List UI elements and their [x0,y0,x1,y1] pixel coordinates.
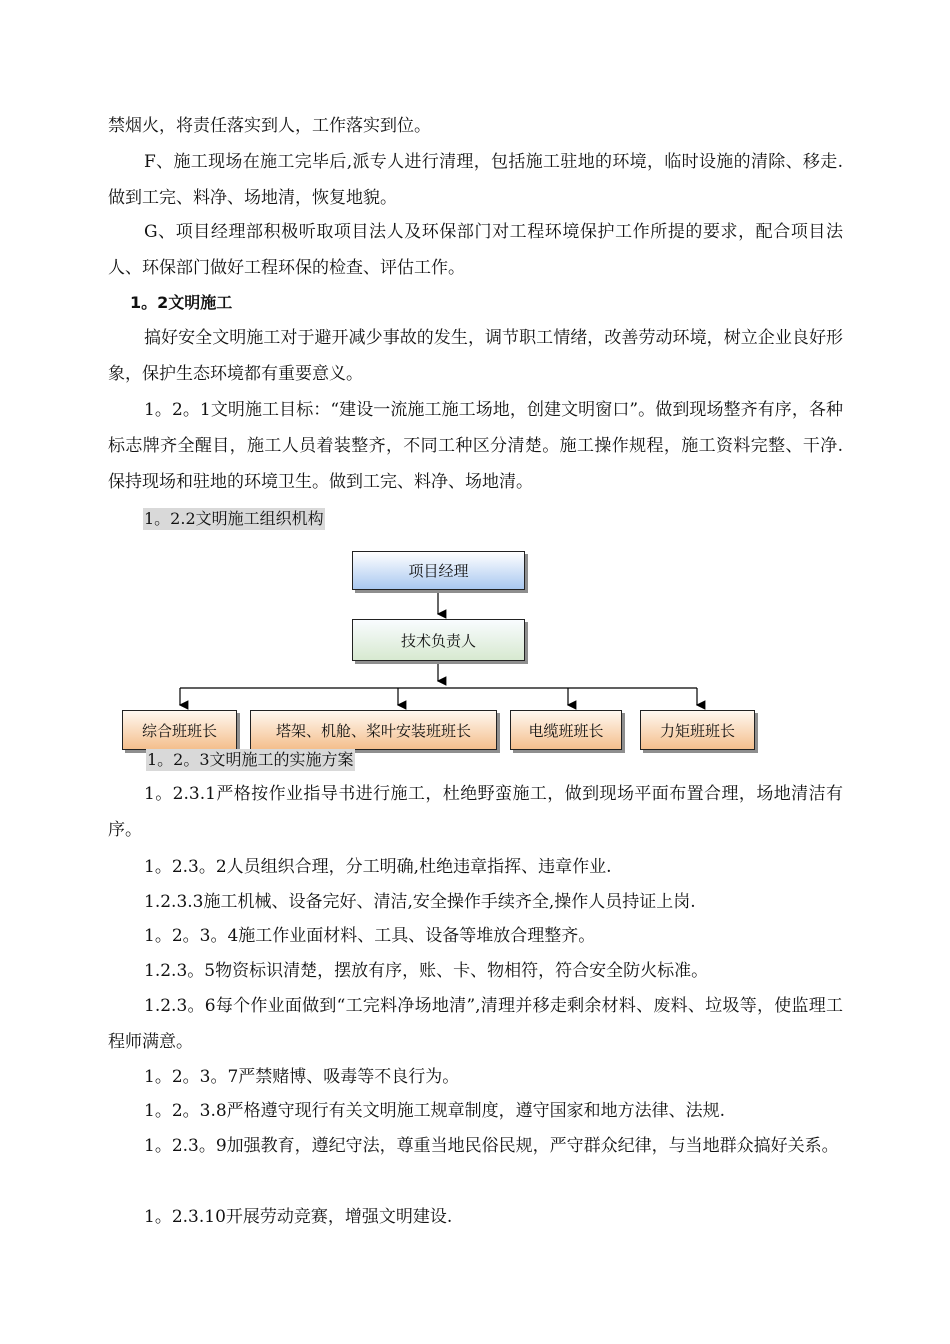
list-item: 1.2.3.3施工机械、设备完好、清洁,安全操作手续齐全,操作人员持证上岗. [144,892,696,912]
org-node-label: 塔架、机舱、桨叶安装班班长 [275,721,471,740]
paragraph: G、项目经理部积极听取项目法人及环保部门对工程环境保护工作所提的要求，配合项目法人、环保部门做好工程环保的检查、评估工作。 [108,222,843,278]
org-node-label: 综合班班长 [141,721,217,740]
list-item: 1。2.3。9加强教育，遵纪守法，尊重当地民俗民规，严守群众纪律，与当地群众搞好关系。 [144,1136,839,1156]
list-item: 1。2。3。4施工作业面材料、工具、设备等堆放合理整齐。 [144,926,596,946]
org-node-label: 项目经理 [408,562,469,580]
list-item: 1。2。3。7严禁赌博、吸毒等不良行为。 [144,1067,460,1087]
paragraph: F、施工现场在施工完毕后,派专人进行清理，包括施工驻地的环境，临时设施的清除、移走.做到工完、料净、场地清，恢复地貌。 [108,152,843,208]
section-heading: 1。2文明施工 [130,293,233,312]
org-node-label: 电缆班班长 [528,721,604,740]
list-item: 1.2.3。6每个作业面做到“工完料净场地清”,清理并移走剩余材料、废料、垃圾等，使监理工程师满意。 [108,996,843,1052]
list-item: 1。2.3。2人员组织合理，分工明确,杜绝违章指挥、违章作业. [144,857,612,877]
list-item: 1。2.3.10开展劳动竞赛，增强文明建设. [144,1207,453,1227]
org-node-technical-lead [352,619,525,661]
list-item: 1。2。3.8严格遵守现行有关文明施工规章制度，遵守国家和地方法律、法规. [144,1101,726,1121]
subsection-heading: 1。2.2文明施工组织机构 [144,509,324,528]
org-node-general-team-leader [122,710,237,750]
subsection-heading: 1。2。3文明施工的实施方案 [147,750,354,769]
paragraph: 搞好安全文明施工对于避开减少事故的发生，调节职工情绪，改善劳动环境，树立企业良好形象，保护生态环境都有重要意义。 [108,328,843,384]
org-node-tower-install-team-leader [250,710,497,750]
org-node-label: 力矩班班长 [659,721,735,740]
list-item: 1。2.3.1严格按作业指导书进行施工，杜绝野蛮施工，做到现场平面布置合理，场地清洁有序。 [108,784,843,840]
org-node-label: 技术负责人 [400,631,476,650]
list-item: 1.2.3。5物资标识清楚，摆放有序，账、卡、物相符，符合安全防火标准。 [144,961,709,981]
paragraph: 1。2。1文明施工目标：“建设一流施工施工场地，创建文明窗口”。做到现场整齐有序，各种标志牌齐全醒目，施工人员着装整齐，不同工种区分清楚。施工操作规程，施工资料完整、干净.保持现场和驻地的环境卫生。做到工完、料净、场地清。 [108,400,843,492]
org-node-torque-team-leader [640,710,755,750]
org-node-project-manager [352,551,525,590]
paragraph: 禁烟火，将责任落实到人，工作落实到位。 [108,116,431,136]
org-node-cable-team-leader [510,710,622,750]
